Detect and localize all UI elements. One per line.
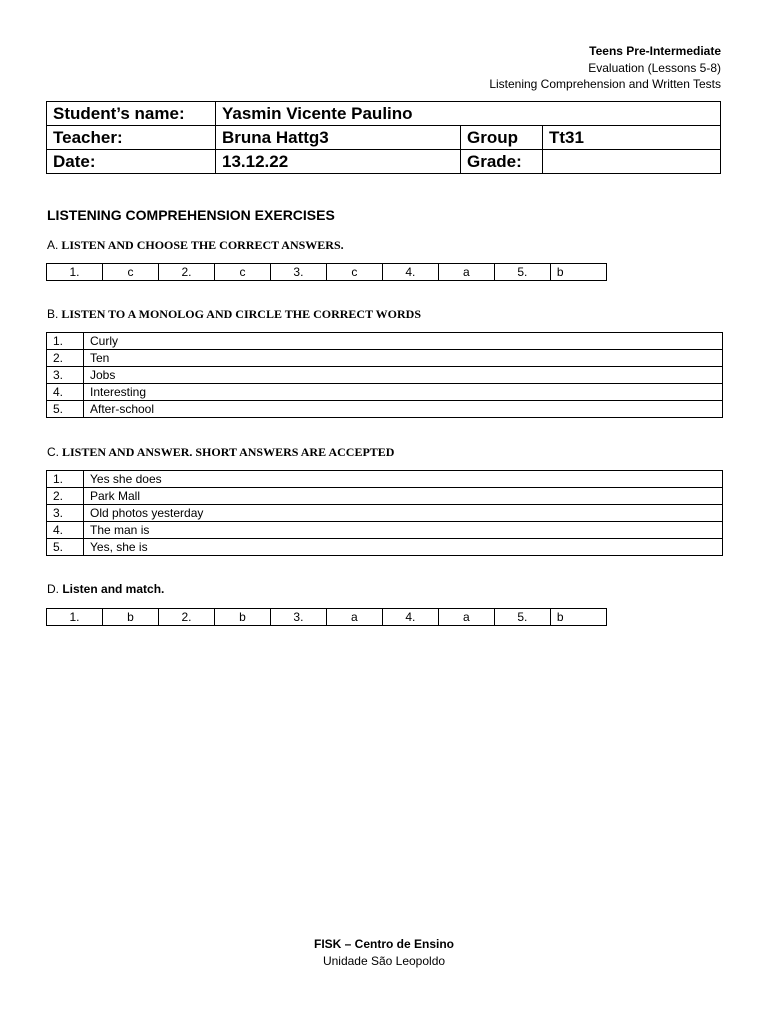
answer-number-cell: 2. [158,609,214,626]
exercise-c-instruction: LISTEN AND ANSWER. SHORT ANSWERS ARE ACCEPTED [62,445,395,459]
student-name-label: Student’s name: [47,102,216,126]
exercise-d-instruction: Listen and match. [62,582,165,596]
answer-number: 1. [47,333,84,350]
exercise-d-answers [46,608,607,626]
exercise-b-letter: B. [47,307,59,321]
answer-letter-cell: a [326,609,382,626]
answer-number-cell: 4. [382,609,438,626]
answer-letter-cell: b [550,609,606,626]
answer-letter-cell: b [103,609,159,626]
answer-text: Ten [84,350,723,367]
answer-number-cell: 5. [494,609,550,626]
student-name-value: Yasmin Vicente Paulino [216,102,721,126]
exercise-b-instruction: LISTEN TO A MONOLOG AND CIRCLE THE CORRECT WORDS [61,307,421,321]
exercise-c-letter: C. [47,445,59,459]
answer-text: Park Mall [84,488,723,505]
exercise-d-title [47,582,164,596]
answer-letter-cell: b [214,609,270,626]
exercise-c-title [47,445,394,460]
exercise-b-answers [46,332,723,418]
answer-text: The man is [84,522,723,539]
date-label: Date: [47,150,216,174]
answer-row [47,350,723,367]
answer-letter-cell: c [103,264,159,281]
grade-value [543,150,721,174]
answer-number: 2. [47,350,84,367]
exercise-a-title [47,238,344,253]
tests-label: Listening Comprehension and Written Tests [489,77,721,91]
answer-number: 5. [47,401,84,418]
exercise-d-letter: D. [47,582,59,596]
answer-number: 4. [47,384,84,401]
answer-number-cell: 4. [382,264,438,281]
exercise-a-instruction: LISTEN AND CHOOSE THE CORRECT ANSWERS. [61,238,344,252]
teacher-value: Bruna Hattg3 [216,126,461,150]
answer-text: Jobs [84,367,723,384]
answer-row [47,401,723,418]
answer-row [47,539,723,556]
answer-number-cell: 5. [494,264,550,281]
answer-number-cell: 1. [47,264,103,281]
answer-letter-cell: b [550,264,606,281]
exercise-b-title [47,307,421,322]
course-name: Teens Pre-Intermediate [589,44,721,58]
document-footer [0,936,768,970]
answer-row [47,471,723,488]
answer-number-cell: 2. [158,264,214,281]
exercise-c-answers [46,470,723,556]
answer-number: 3. [47,505,84,522]
answer-number: 5. [47,539,84,556]
answer-row [47,384,723,401]
evaluation-label: Evaluation (Lessons 5-8) [588,60,721,75]
answer-number: 3. [47,367,84,384]
group-value: Tt31 [543,126,721,150]
teacher-label: Teacher: [47,126,216,150]
answer-row [47,522,723,539]
answer-row [47,367,723,384]
answer-row [47,333,723,350]
exercise-a-letter: A. [47,238,59,252]
section-title: LISTENING COMPREHENSION EXERCISES [47,207,335,223]
answer-letter-cell: a [438,264,494,281]
answer-text: Interesting [84,384,723,401]
answer-number-cell: 3. [270,609,326,626]
document-header [489,43,721,93]
grade-label: Grade: [461,150,543,174]
answer-text: Curly [84,333,723,350]
answer-letter-cell: a [438,609,494,626]
footer-school: FISK – Centro de Ensino [313,937,454,951]
date-value: 13.12.22 [216,150,461,174]
answer-number: 1. [47,471,84,488]
answer-text: Yes, she is [84,539,723,556]
answer-number: 4. [47,522,84,539]
exercise-a-answers [46,263,607,281]
footer-unit: Unidade São Leopoldo [322,954,446,968]
answer-text: After-school [84,401,723,418]
answer-number-cell: 3. [270,264,326,281]
answer-letter-cell: c [214,264,270,281]
answer-number-cell: 1. [47,609,103,626]
answer-letter-cell: c [326,264,382,281]
student-info-table [46,101,721,174]
group-label: Group [461,126,543,150]
answer-number: 2. [47,488,84,505]
answer-row [47,488,723,505]
answer-text: Yes she does [84,471,723,488]
answer-row [47,505,723,522]
answer-text: Old photos yesterday [84,505,723,522]
